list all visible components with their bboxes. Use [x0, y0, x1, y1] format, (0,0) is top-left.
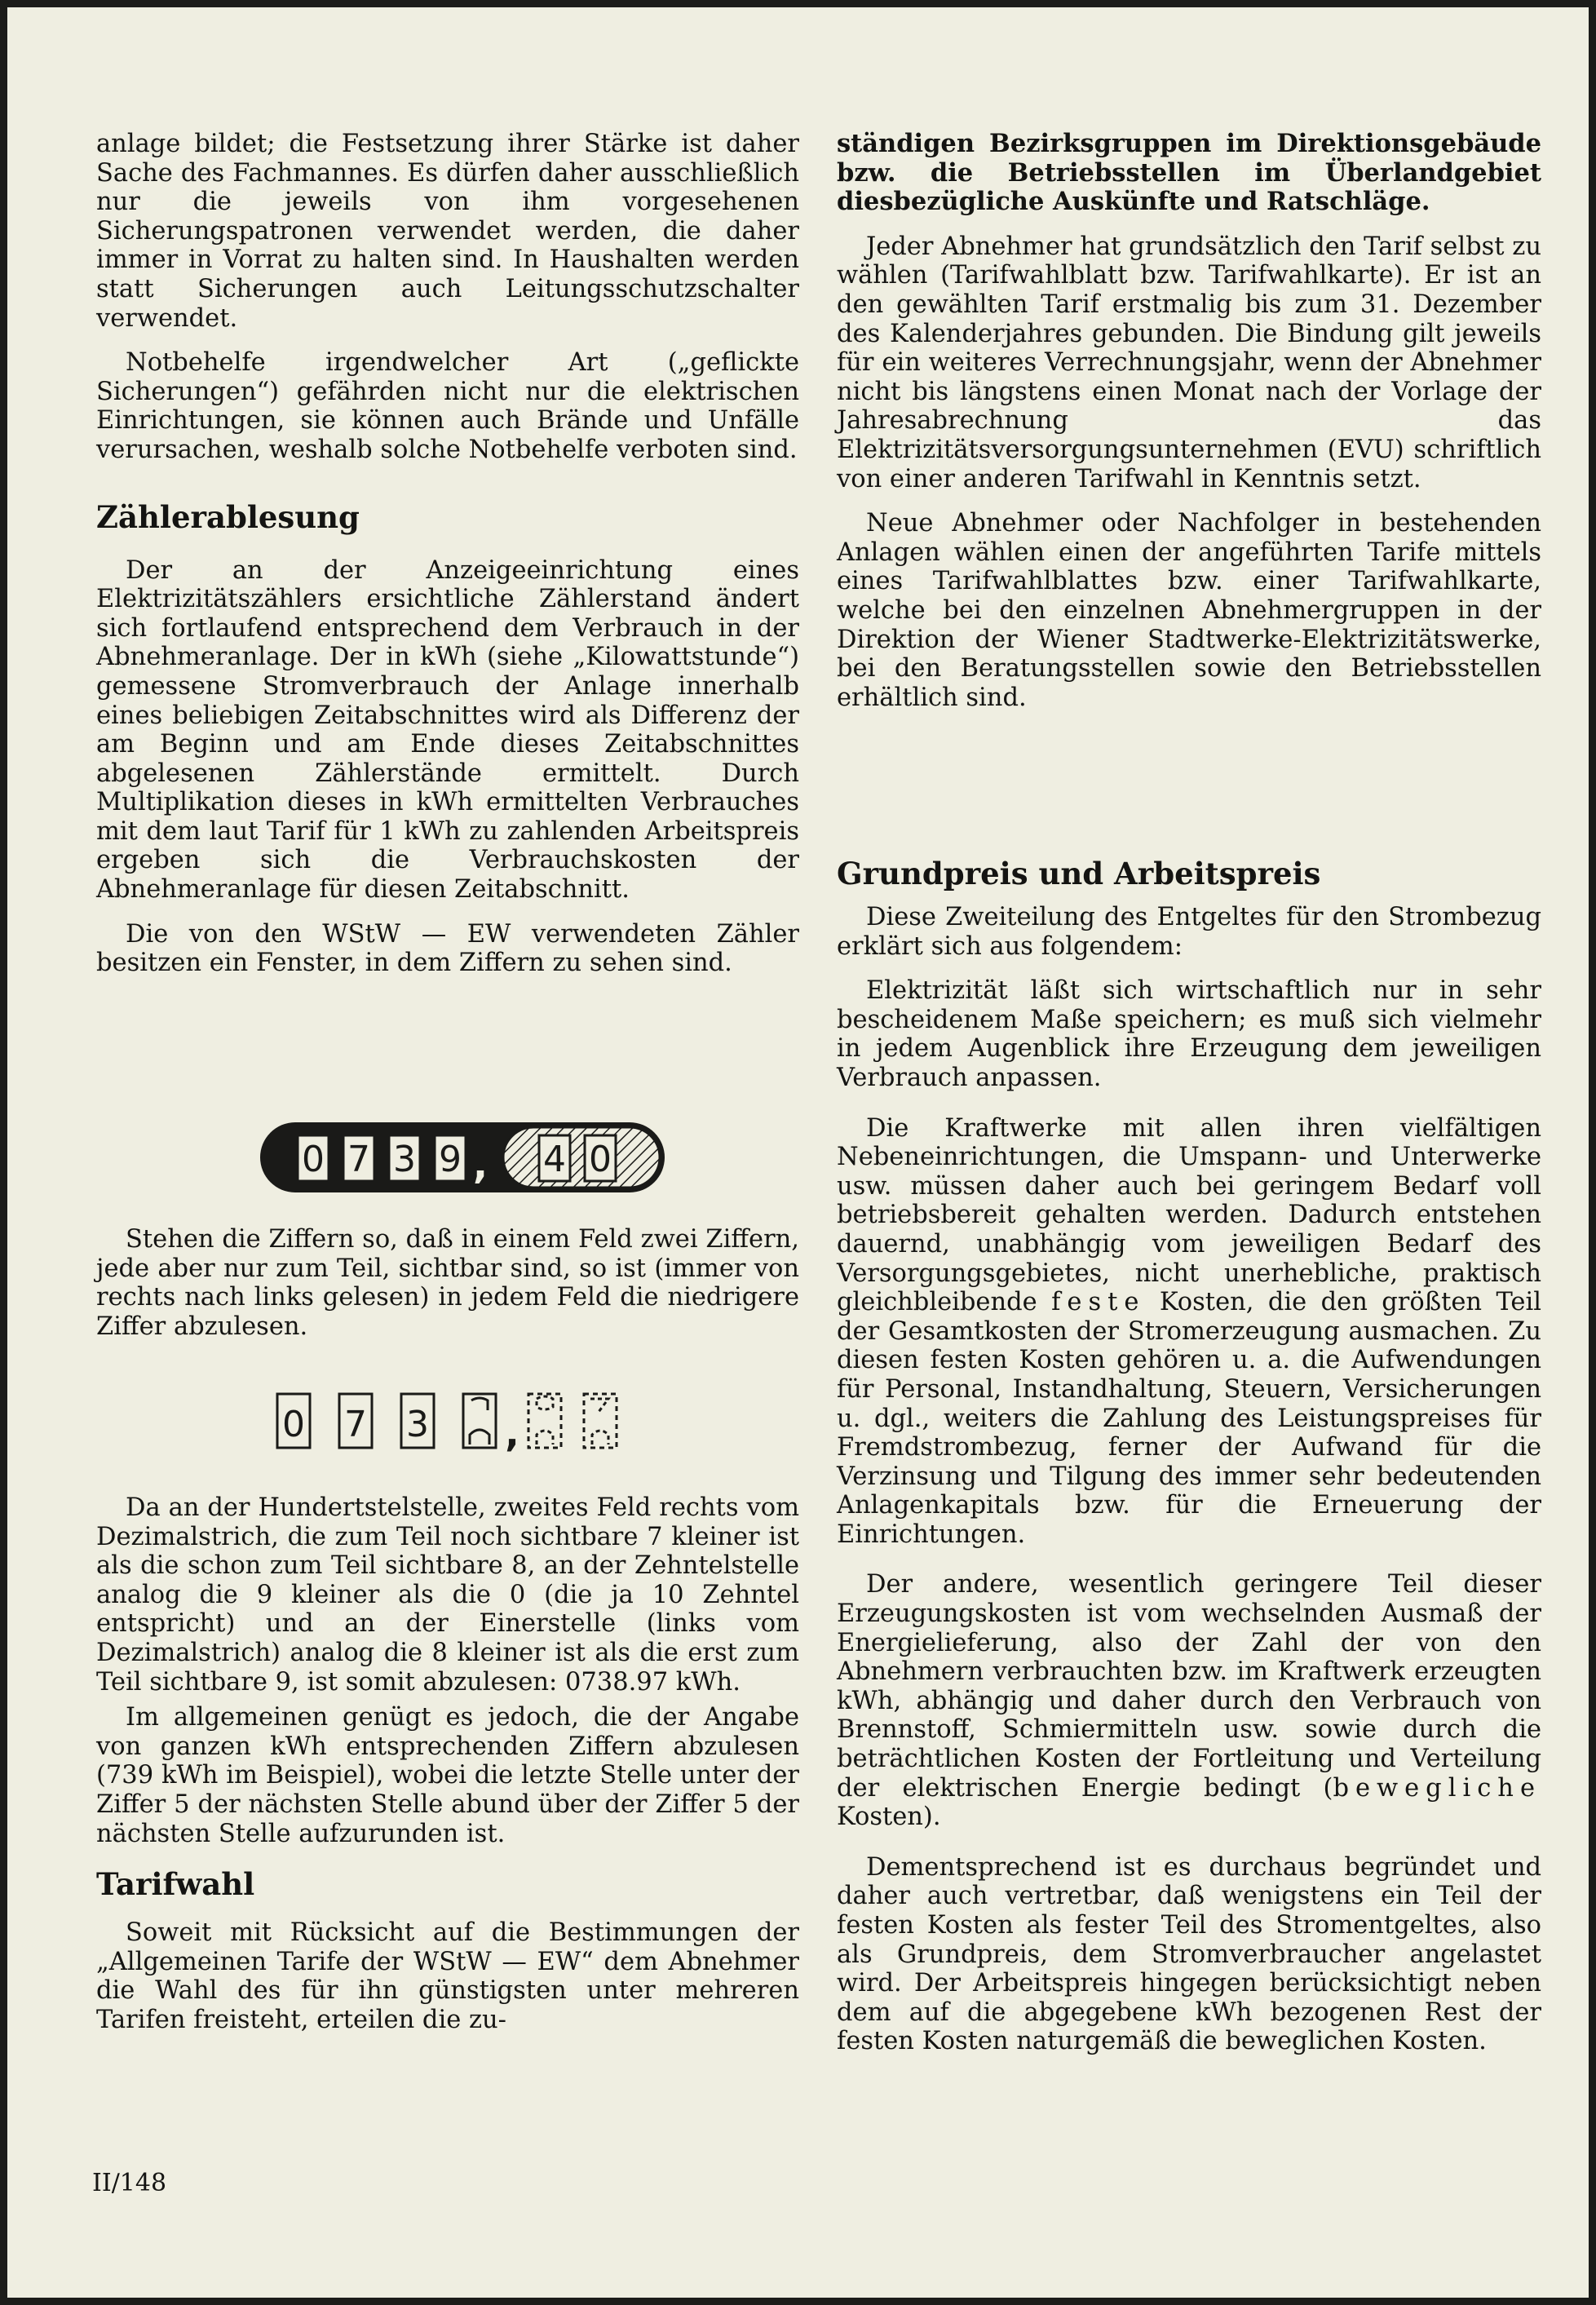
emphasized-word: feste [1051, 1288, 1146, 1317]
left-column-middle [96, 1225, 799, 1356]
partial-digit-box-8-9 [463, 1394, 496, 1448]
paragraph [837, 1570, 1541, 1831]
paragraph: Diese Zweiteilung des Entgeltes für den Strombezug erklärt sich aus folgendem: [837, 903, 1541, 961]
partial-digits-figure [276, 1392, 626, 1454]
counter-digit: 0 [302, 1139, 325, 1180]
counter-digit: 9 [439, 1139, 462, 1180]
paragraph-text: Die Kraftwerke mit allen ihren vielfältigen Nebeneinrichtungen, die Umspann- und Unterwerke usw. müssen daher auch bei geringem Bedarf voll betriebsbereit gehalten werden. Dadurch entstehen dauernd, unabhängig vom jeweiligen Bedarf des Versorgungsgebietes, nicht unerhebliche, praktisch gleichbleibende [837, 1113, 1541, 1317]
paragraph-text: Kosten). [837, 1803, 941, 1832]
counter-digit-box [435, 1135, 466, 1181]
right-column [837, 130, 1541, 728]
meter-counter-figure [259, 1121, 666, 1194]
paragraph: Da an der Hundertstelstelle, zweites Feld rechts vom Dezimalstrich, die zum Teil noch sichtbare 7 kleiner ist als die schon zum Teil sichtbare 8, an der Zehntelstelle analog die 9 kleiner als die 0 (die ja 10 Zehntel entspricht) und an der Einerstelle (links vom Dezimalstrich) analog die 8 kleiner ist als die erst zum Teil sichtbare 9, ist somit abzulesen: 0738.97 kWh. [96, 1493, 799, 1697]
paragraph: ständigen Bezirksgruppen im Direktionsgebäude bzw. die Betriebsstellen im Überlandgebiet diesbezügliche Auskünfte und Ratschläge. [837, 129, 1541, 217]
paragraph-text: Kosten, die den größten Teil der Gesamtkosten der Stromerzeugung ausmachen. Zu diesen festen Kosten gehören u. a. die Aufwendungen für Personal, Instandhaltung, Steuern, Versicherungen u. dgl., weiters die Zahlung des Leistungspreises für Fremdstrombezug, ferner der Aufwand für die Verzinsung und Tilgung des immer sehr bedeutenden Anlagenkapitals bzw. für die Erneuerung der Einrichtungen. [837, 1288, 1541, 1549]
paragraph: Jeder Abnehmer hat grundsätzlich den Tarif selbst zu wählen (Tarifwahlblatt bzw. Tarifwahlkarte). Er ist an den gewählten Tarif erstmalig bis zum 31. Dezember des Kalenderjahres gebunden. Die Bindung gilt jeweils für ein weiteres Verrechnungsjahr, wenn der Abnehmer nicht bis längstens einen Monat nach der Vorlage der Jahresabrechnung das Elektrizitätsversorgungsunternehmen (EVU) schriftlich von einer anderen Tarifwahl in Kenntnis setzt. [837, 232, 1541, 493]
paragraph: Soweit mit Rücksicht auf die Bestimmungen der „Allgemeinen Tarife der WStW — EW“ dem Abnehmer die Wahl des für ihn günstigsten unter mehreren Tarifen freisteht, erteilen die zu- [96, 1918, 799, 2034]
document-page [7, 7, 1589, 2298]
counter-digit-box [389, 1135, 420, 1181]
counter-decimal-digit: 0 [589, 1139, 612, 1180]
paragraph: Stehen die Ziffern so, daß in einem Feld zwei Ziffern, jede aber nur zum Teil, sichtbar sind, so ist (immer von rechts nach links gelesen) in jedem Feld die niedrigere Ziffer abzulesen. [96, 1225, 799, 1341]
partial-counter-separator: , [505, 1411, 519, 1454]
paragraph: Notbehelfe irgendwelcher Art („geflickte Sicherungen“) gefährden nicht nur die elektrischen Einrichtungen, sie können auch Brände und Unfälle verursachen, weshalb solche Notbehelfe verboten sind. [96, 348, 799, 464]
paragraph: Der an der Anzeigeeinrichtung eines Elektrizitätszählers ersichtliche Zählerstand ändert sich fortlaufend entsprechend dem Verbrauch in der Abnehmeranlage. Der in kWh (siehe „Kilowattstunde“) gemessene Stromverbrauch der Anlage innerhalb eines beliebigen Zeitabschnittes wird als Differenz der am Beginn und am Ende dieses Zeitabschnittes abgelesenen Zählerstände ermittelt. Durch Multiplikation dieses in kWh ermittelten Verbrauches mit dem laut Tarif für 1 kWh zu zahlenden Arbeitspreis ergeben sich die Verbrauchskosten der Abnehmeranlage für diesen Zeitabschnitt. [96, 555, 799, 905]
paragraph: anlage bildet; die Festsetzung ihrer Stärke ist daher Sache des Fachmannes. Es dürfen daher ausschließlich nur die jeweils von ihm vorgesehenen Sicherungspatronen verwendet werden, die daher immer in Vorrat zu halten sind. In Haushalten werden statt Sicherungen auch Leitungsschutzschalter verwendet. [96, 130, 799, 333]
counter-decimal-box [539, 1135, 570, 1181]
counter-decimal-digit: 4 [543, 1139, 566, 1180]
paragraph [837, 1114, 1541, 1550]
partial-digit-box-7-8 [584, 1394, 617, 1448]
partial-counter-digit: 0 [282, 1404, 305, 1445]
paragraph: Die von den WStW — EW verwendeten Zähler besitzen ein Fenster, in dem Ziffern zu sehen sind. [96, 919, 799, 978]
paragraph-text: Der andere, wesentlich geringere Teil dieser Erzeugungskosten ist vom wechselnden Ausmaß der Energielieferung, also der Zahl der von den Abnehmern verbrauchten bzw. im Kraftwerk erzeugten kWh, abhängig und daher durch den Verbrauch von Brennstoff, Schmiermitteln usw. sowie durch die beträchtlichen Kosten der Fortleitung und Verteilung der elektrischen Energie bedingt ( [837, 1570, 1541, 1803]
left-column [96, 130, 799, 993]
counter-digit-box [343, 1135, 374, 1181]
partial-counter-box [401, 1394, 434, 1448]
partial-counter-digit: 3 [406, 1404, 429, 1445]
counter-decimal-box [585, 1135, 616, 1181]
paragraph: Elektrizität läßt sich wirtschaftlich nur in sehr bescheidenem Maße speichern; es muß sich vielmehr in jedem Augenblick ihre Erzeugung dem jeweiligen Verbrauch anpassen. [837, 976, 1541, 1092]
left-column-lower [96, 1493, 799, 2051]
partial-counter-box [339, 1394, 372, 1448]
paragraph: Neue Abnehmer oder Nachfolger in bestehenden Anlagen wählen einen der angeführten Tarife mittels eines Tarifwahlblattes bzw. einer Tarifwahlkarte, welche bei den einzelnen Abnehmergruppen in der Direktion der Wiener Stadtwerke-Elektrizitätswerke, bei den Beratungsstellen sowie den Betriebsstellen erhältlich sind. [837, 509, 1541, 712]
paragraph: Im allgemeinen genügt es jedoch, die der Angabe von ganzen kWh entsprechenden Ziffern abzulesen (739 kWh im Beispiel), wobei die letzte Stelle unter der Ziffer 5 der nächsten Stelle abund über der Ziffer 5 der nächsten Stelle aufzurunden ist. [96, 1703, 799, 1848]
section-heading-grundpreis: Grundpreis und Arbeitspreis [837, 856, 1321, 891]
meter-partial-digits-example [276, 1392, 626, 1454]
partial-counter-box [277, 1394, 310, 1448]
right-column-lower [837, 856, 1541, 2072]
emphasized-word: bewegliche [1333, 1773, 1541, 1803]
section-heading-zaehlerablesung: Zählerablesung [96, 498, 360, 535]
counter-digit: 3 [393, 1139, 416, 1180]
counter-digit: 7 [347, 1139, 370, 1180]
section-heading-tarifwahl: Tarifwahl [96, 1866, 255, 1903]
page-number: II/148 [92, 2169, 167, 2197]
partial-counter-digit: 7 [344, 1404, 367, 1445]
meter-counter-example [259, 1121, 666, 1194]
paragraph: Dementsprechend ist es durchaus begründet und daher auch vertretbar, daß wenigstens ein Teil der festen Kosten als fester Teil des Stromentgeltes, also als Grundpreis, dem Stromverbraucher angelastet wird. Der Arbeitspreis hingegen berücksichtigt neben dem auf die abgegebene kWh bezogenen Rest der festen Kosten naturgemäß die beweglichen Kosten. [837, 1852, 1541, 2056]
counter-separator: , [472, 1142, 489, 1188]
partial-digit-box-9-0 [528, 1394, 561, 1448]
counter-digit-box [298, 1135, 329, 1181]
